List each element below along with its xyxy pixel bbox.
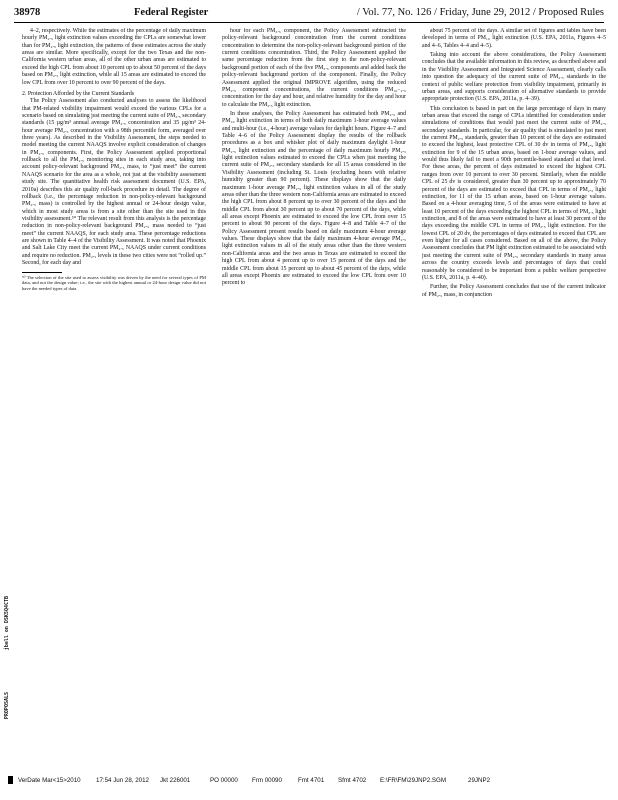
paragraph: Further, the Policy Assessment concludes that use of the current indicator of PM₂.₅ mass, in conjunction xyxy=(422,284,606,298)
margin-code-2: PROPOSALS xyxy=(4,692,10,720)
section-heading: 2. Protection Afforded by the Current Standards xyxy=(22,90,135,97)
header-rule xyxy=(14,22,604,23)
footer-verdate: VerDate Mar<15>2010 xyxy=(18,777,81,784)
footer-fmt: Fmt 4701 xyxy=(298,777,325,784)
footer-mark xyxy=(8,776,13,784)
footnote: ⁵⁰ The selection of the site used to assess visibility was driven by the need for several types of PM data, and not the design value; i.e., the site with the highest annual or 24-hour design value did not have the needed types of data. xyxy=(22,274,206,291)
margin-code-1: jbell on DSK5Q4CTB xyxy=(4,596,10,651)
paragraph: Taking into account the above considerations, the Policy Assessment concludes that the available information in this review, as described above and in the Visibility Assessment and Integrated Science Assessment, clearly calls into question the adequacy of the current suite of PM₂.₅ standards in the context of public welfare protection from visibility impairment, primarily in urban areas, and supports consideration of alternative standards to provide appropriate protection (U.S. EPA, 2011a, p. 4–39). xyxy=(422,52,606,103)
margin-codes xyxy=(4,596,14,766)
footer-time: 17:54 Jun 28, 2012 xyxy=(96,777,149,784)
page-header xyxy=(14,6,604,22)
paragraph: The Policy Assessment also conducted analyses to assess the likelihood that PM-related visibility impairment would exceed the various CPLs for a scenario based on simulating just meeting the current suite of PM₂.₅ secondary standards (15 µg/m³ annual average PM₂.₅ concentration and 35 µg/m³ 24-hour average PM₂.₅ concentration with a 98th percentile form, averaged over three years). As described in the Visibility Assessment, the steps needed to model meeting the current NAAQS involve explicit consideration of changes in PM₂.₅ components. First, the Policy Assessment applied proportional rollback to all the PM₂.₅ monitoring sites in each study area, taking into account policy-relevant background PM₂.₅ mass, to “just meet” the current NAAQS scenario for the area as a whole, not just at the visibility assessment study site. The quantitative health risk assessment document (U.S. EPA, 2010a) describes this air quality roll-back procedure in detail. The degree of rollback (i.e., the percentage reduction in non-policy-relevant background PM₂.₅ mass) is controlled by the highest annual or 24-hour design value, which in most study areas is from a site other than the site used in this visibility assessment.⁵⁰ The relevant result from this analysis is the percentage reduction in non-policy-relevant background PM₂.₅ mass needed to “just meet” the current NAAQS, for each study area. These percentage reductions are shown in Table 4–4 of the Visibility Assessment. It was noted that Phoenix and Salt Lake City meet the current PM₂.₅ NAAQS under current conditions and require no reduction. PM₂.₅ levels in these two cities were not “rolled up.” Second, for each day and xyxy=(22,98,206,267)
journal-name: Federal Register xyxy=(134,7,209,18)
running-head xyxy=(134,7,604,18)
page-number: 38978 xyxy=(14,7,41,18)
paragraph: about 75 percent of the days. A similar set of figures and tables have been developed in terms of PM₁₀ light extinction (U.S. EPA, 2011a, Figures 4–5 and 4–6, Tables 4–4 and 4–5). xyxy=(422,28,606,49)
paragraph: 4–2, respectively. While the estimates of the percentage of daily maximum hourly PM₂.₅ light extinction values exceeding the CPLs are somewhat lower than for PM₂.₅ light extinction, the patterns of these estimates across the study areas are similar. More specifically, except for the two Texas and the non-California western urban areas, all of the other urban areas are estimated to exceed the high CPL from about 10 percent up to about 50 percent of the days based on PM₂.₅ light extinction, while all 15 areas are estimated to exceed the low CPL from over 10 percent to over 90 percent of the days. xyxy=(22,28,206,86)
footer-jkt: Jkt 226001 xyxy=(160,777,191,784)
issue-info: / Vol. 77, No. 126 / Friday, June 29, 2012 / Proposed Rules xyxy=(356,7,604,18)
column-3 xyxy=(422,28,606,766)
column-1 xyxy=(22,28,206,766)
paragraph: hour for each PM₂.₅ component, the Policy Assessment subtracted the policy-relevant background concentration from the current conditions concentration to determine the non-policy-relevant background portion of the current conditions concentration. Third, the Policy Assessment applied the same percentage reduction from the first step to the non-policy-relevant background portion of each of the five PM₂.₅ components and added back the policy-relevant background portion of the component. Finally, the Policy Assessment applied the original IMPROVE algorithm, using the reduced PM₂.₅ component concentrations, the current conditions PM₁₀₋₂.₅ concentration for the day and hour, and relative humidity for the day and hour to calculate the PM₂.₅ light extinction. xyxy=(222,28,406,108)
paragraph: In these analyses, the Policy Assessment has estimated both PM₂.₅ and PM₁₀ light extinction in terms of both daily maximum 1-hour average values and multi-hour (i.e., 4-hour) average values for daylight hours. Figure 4–7 and Table 4–6 of the Policy Assessment display the results of the rollback procedures as a box and whisker plot of daily maximum daylight 1-hour PM₂.₅ light extinction and the percentage of daily maximum hourly PM₂.₅ light extinction values estimated to exceed the CPLs when just meeting the current suite of PM₂.₅ secondary standards for all 15 areas considered in the Visibility Assessment (including St. Louis (excluding hours with relative humidity greater than 90 percent). These displays show that the daily maximum 1-hour average PM₂.₅ light extinction values in all of the study areas other than the three western non-California areas are estimated to exceed the high CPL from about 8 percent up to over 30 percent of the days and the middle CPL from about 30 percent up to about 70 percent of the days, while all areas except Phoenix are estimated to exceed the low CPL from over 15 percent to about 90 percent of the days. Figure 4–8 and Table 4–7 of the Policy Assessment present results based on daily maximum 4-hour average values. These displays show that the daily maximum 4-hour average PM₂.₅ light extinction values in all of the study areas other than the three western non-California areas and the two areas in Texas are estimated to exceed the high CPL from about 4 percent up to over 15 percent of the days and the middle CPL from about 15 percent up to about 45 percent of the days, while all areas except Phoenix are estimated to exceed the low CPL from over 10 percent to xyxy=(222,110,406,287)
footer-date: 29JNP2 xyxy=(468,777,491,784)
footnote-rule xyxy=(22,272,62,273)
footer-po: PO 00000 xyxy=(210,777,238,784)
column-2 xyxy=(222,28,406,766)
paragraph: This conclusion is based in part on the large percentage of days in many urban areas that exceed the range of CPLs identified for consideration under simulations of conditions that would just meet the current suite of PM₂.₅ secondary standards. In particular, for air quality that is simulated to just meet the current PM₂.₅ standards, greater than 10 percent of the days are estimated to exceed the highest, least protective CPL of 30 dv in terms of PM₂.₅ light extinction for 9 of the 15 urban areas, based on 1-hour average values, and would thus likely fail to meet a 90th percentile-based standard at that level. For these areas, the percent of days estimated to exceed the highest CPL ranges from over 10 percent to over 30 percent. Similarly, when the middle CPL of 25 dv is considered, greater than 30 percent up to approximately 70 percent of the days are estimated to exceed that CPL in terms of PM₂.₅ light extinction, for 11 of the 15 urban areas, based on 1-hour average values. Based on a 4-hour averaging time, 5 of the areas were estimated to have at least 10 percent of the days exceeding the highest CPL in terms of PM₂.₅ light extinction, and 8 of the areas were estimated to have at least 30 percent of the days exceeding the middle CPL in terms of PM₂.₅ light extinction. For the lowest CPL of 20 dv, the percentages of days estimated to exceed that CPL are even higher for all cases considered. Based on all of the above, the Policy Assessment concludes that PM light extinction estimated to be associated with just meeting the current suite of PM₂.₅ secondary standards in many areas across the country exceeds levels and percentages of days that could reasonably be considered to be important from a public welfare perspective (U.S. EPA, 2011a, p. 4–40). xyxy=(422,105,606,281)
footer-sfmt: Sfmt 4702 xyxy=(338,777,367,784)
footer-file: E:\FR\FM\29JNP2.SGM xyxy=(380,777,447,784)
text-columns xyxy=(22,28,610,766)
footer-frm: Frm 00090 xyxy=(252,777,282,784)
page-footer xyxy=(8,776,604,788)
